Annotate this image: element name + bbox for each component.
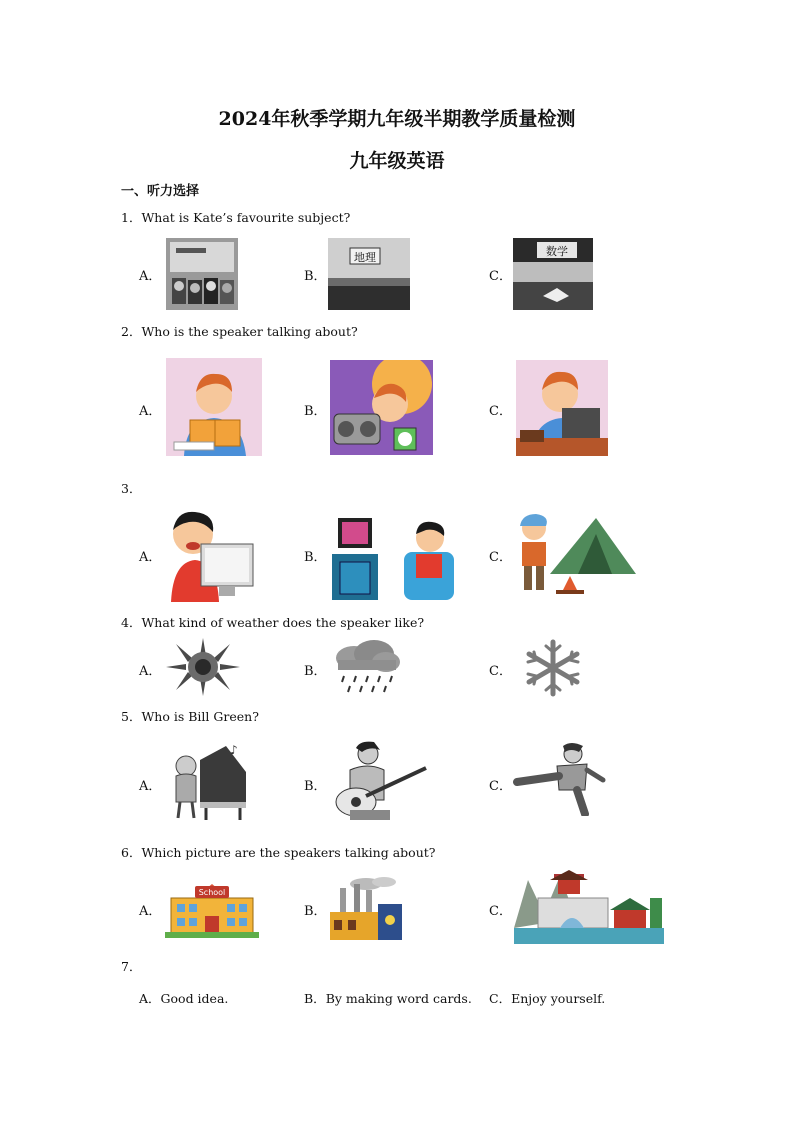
q3-option-b-label[interactable]: B．	[304, 550, 327, 565]
q4-option-c-label[interactable]: C．	[489, 664, 512, 679]
q1-option-b-image[interactable]	[328, 238, 410, 310]
chinese-garden-with-pagoda[interactable]	[514, 868, 664, 944]
q5-option-c-image[interactable]	[513, 742, 609, 816]
question-text: Which picture are the speakers talking about?	[141, 845, 436, 860]
question-number: 5．	[121, 709, 142, 724]
q4-option-a-label[interactable]: A．	[139, 664, 162, 679]
svg-text:♪: ♪	[230, 743, 238, 757]
q3-option-c-label[interactable]: C．	[489, 550, 512, 565]
question-text: Who is the speaker talking about?	[141, 324, 358, 339]
question-number: 2．	[121, 324, 142, 339]
q1-option-c-image[interactable]	[513, 238, 593, 310]
q4-option-b-label[interactable]: B．	[304, 664, 327, 679]
sun-icon[interactable]	[166, 638, 240, 696]
q1-c-caption: 数学	[546, 245, 568, 258]
q1-option-b-label[interactable]: B．	[304, 269, 327, 284]
school-building[interactable]	[165, 880, 259, 938]
question-number: 7．	[121, 959, 142, 974]
q2-option-b-label[interactable]: B．	[304, 404, 327, 419]
q3-option-c-image[interactable]	[516, 514, 640, 596]
section-heading: 一、听力选择	[121, 184, 200, 199]
question-5	[121, 707, 259, 725]
option-label: C．	[489, 991, 512, 1006]
rain-cloud-icon[interactable]	[330, 640, 402, 694]
question-text: Who is Bill Green?	[141, 709, 259, 724]
option-text: Enjoy yourself.	[511, 991, 606, 1006]
q3-option-a-label[interactable]: A．	[139, 550, 162, 565]
question-7	[121, 957, 141, 975]
q1-option-a-image[interactable]	[166, 238, 238, 310]
q5-option-b-label[interactable]: B．	[304, 779, 327, 794]
q3-option-b-image[interactable]	[330, 512, 456, 602]
q2-option-b-image[interactable]	[330, 360, 433, 455]
factory[interactable]	[330, 876, 410, 940]
q7-option-c[interactable]	[489, 989, 605, 1007]
question-number: 3．	[121, 481, 142, 496]
q3-option-a-image[interactable]	[165, 508, 257, 602]
q7-option-b[interactable]	[304, 989, 472, 1007]
option-label: B．	[304, 991, 326, 1006]
page-title: 2024年秋季学期九年级半期教学质量检测	[218, 108, 576, 130]
snowflake-icon[interactable]	[514, 638, 592, 698]
question-6	[121, 843, 435, 861]
school-sign: School	[198, 888, 226, 897]
q1-option-a-label[interactable]: A．	[139, 269, 162, 284]
question-number: 6．	[121, 845, 142, 860]
question-number: 1．	[121, 210, 142, 225]
q2-option-a-label[interactable]: A．	[139, 404, 162, 419]
q2-option-c-image[interactable]	[516, 360, 608, 456]
question-1	[121, 208, 350, 226]
question-text: What kind of weather does the speaker like?	[141, 615, 425, 630]
q5-option-b-image[interactable]	[330, 740, 430, 822]
q5-option-c-label[interactable]: C．	[489, 779, 512, 794]
question-number: 4．	[121, 615, 142, 630]
question-2	[121, 322, 358, 340]
page-subtitle: 九年级英语	[349, 150, 445, 172]
question-text: What is Kate’s favourite subject?	[141, 210, 351, 225]
q1-b-caption: 地理	[354, 251, 376, 264]
option-text: Good idea.	[160, 991, 229, 1006]
question-3	[121, 479, 141, 497]
q5-option-a-image[interactable]	[166, 742, 252, 820]
q2-option-c-label[interactable]: C．	[489, 404, 512, 419]
q6-option-b-label[interactable]: B．	[304, 904, 327, 919]
q1-option-c-label[interactable]: C．	[489, 269, 512, 284]
q6-option-a-label[interactable]: A．	[139, 904, 162, 919]
q6-option-c-label[interactable]: C．	[489, 904, 512, 919]
option-label: A．	[139, 991, 161, 1006]
option-text: By making word cards.	[325, 991, 472, 1006]
q2-option-a-image[interactable]	[166, 358, 262, 456]
question-4	[121, 613, 424, 631]
q5-option-a-label[interactable]: A．	[139, 779, 162, 794]
q7-option-a[interactable]	[139, 989, 228, 1007]
